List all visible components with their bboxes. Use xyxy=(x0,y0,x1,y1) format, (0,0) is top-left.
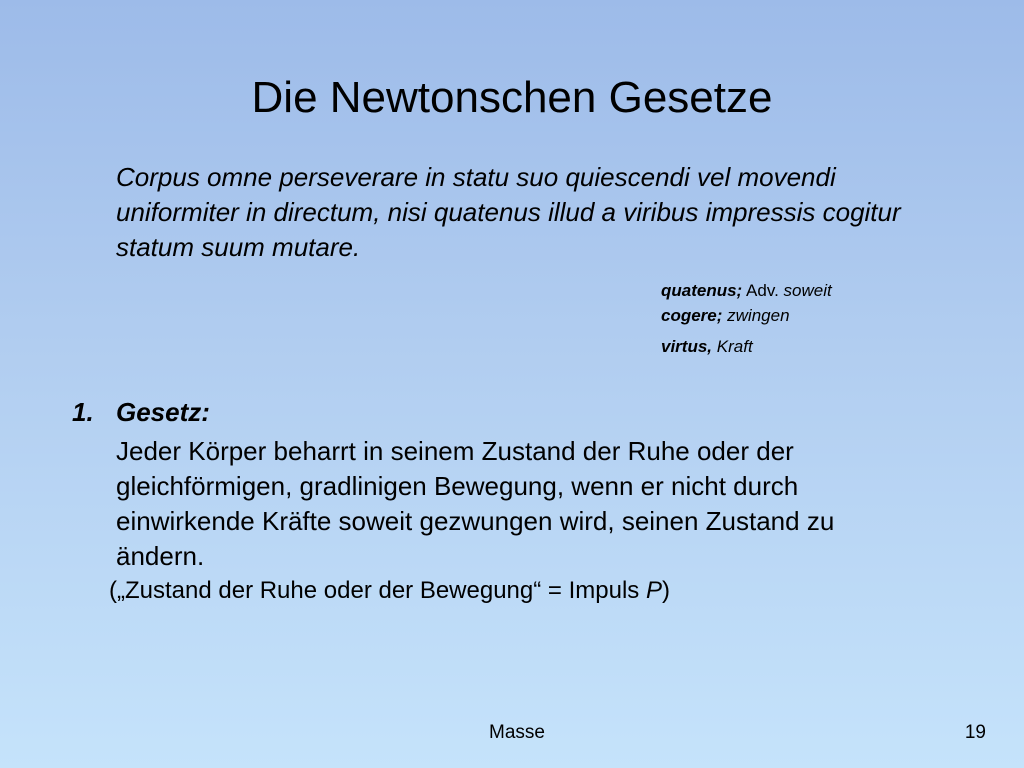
vocabulary-list xyxy=(661,278,961,359)
latin-quote: Corpus omne perseverare in statu suo quiescendi vel movendi uniformiter in directum, nisi quatenus illud a viribus impressis cogitur statum suum mutare. xyxy=(116,162,901,262)
vocabulary-meaning: soweit xyxy=(783,281,832,300)
law-text: Jeder Körper beharrt in seinem Zustand der Ruhe oder der gleichförmigen, gradlinigen Bewegung, wenn er nicht durch einwirkende Kräfte soweit gezwungen wird, seinen Zustand zu ändern. xyxy=(116,436,835,571)
impulse-note-suffix: ) xyxy=(661,577,670,604)
footer-title: Masse xyxy=(489,722,545,743)
vocabulary-meaning: Kraft xyxy=(716,337,753,356)
vocabulary-term: cogere; xyxy=(661,306,723,325)
impulse-note-prefix: („Zustand der Ruhe oder der Bewegung“ = Impuls xyxy=(109,577,646,604)
slide-title: Die Newtonschen Gesetze xyxy=(251,73,773,122)
vocabulary-item xyxy=(661,334,961,359)
law-heading xyxy=(72,395,210,429)
vocabulary-item xyxy=(661,303,961,328)
vocabulary-item xyxy=(661,278,961,303)
vocabulary-term: virtus, xyxy=(661,337,713,356)
impulse-symbol: P xyxy=(645,577,662,604)
vocabulary-term: quatenus; xyxy=(661,281,743,300)
vocabulary-meaning: zwingen xyxy=(727,306,790,325)
vocabulary-part-of-speech: Adv. xyxy=(746,281,779,300)
law-heading-label: Gesetz: xyxy=(116,397,210,427)
impulse-note xyxy=(109,575,670,607)
page-number: 19 xyxy=(964,722,986,743)
law-number: 1. xyxy=(72,397,94,427)
